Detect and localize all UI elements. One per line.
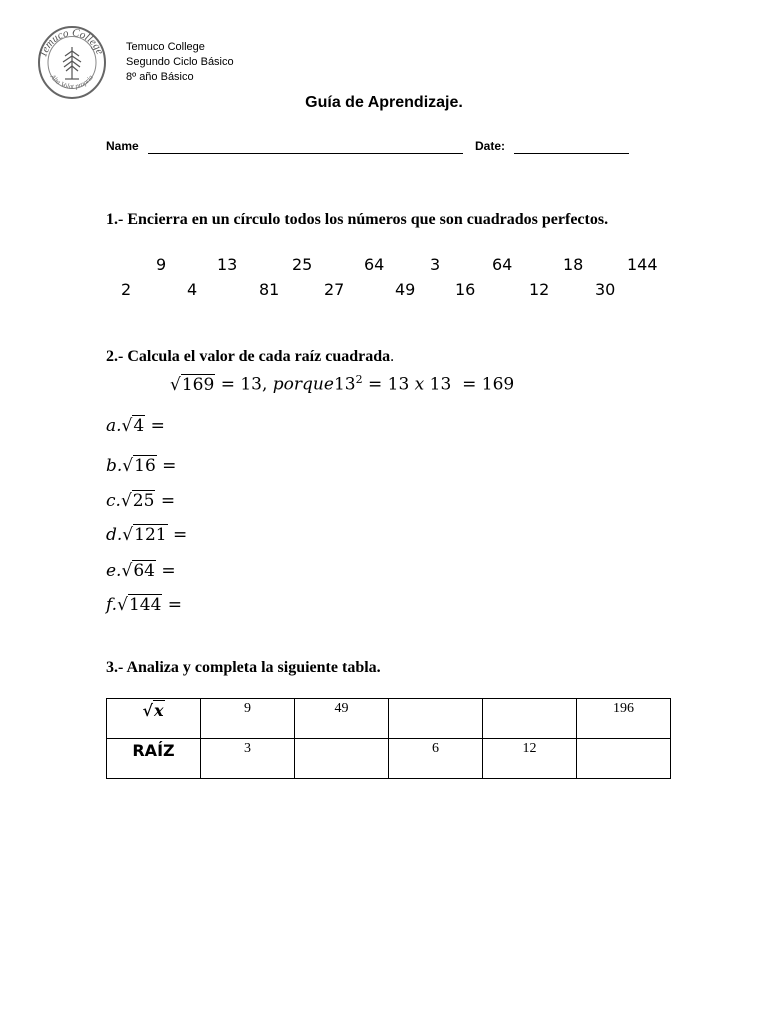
equals-sign: = <box>155 491 176 511</box>
equals-sign: = <box>155 561 176 581</box>
radicand: 16 <box>134 456 156 476</box>
item-b <box>106 456 176 476</box>
table-cell[interactable]: 196 <box>577 699 671 739</box>
example-result: = 13, <box>215 374 273 395</box>
item-letter: a. <box>106 416 122 436</box>
item-letter: e. <box>106 561 122 581</box>
equals-sign: = <box>167 525 188 545</box>
date-label: Date: <box>475 139 506 153</box>
sqrt-symbol: √64 <box>121 561 155 581</box>
table-row <box>107 699 671 739</box>
radicand: 121 <box>134 525 167 545</box>
sqrt-symbol: √121 <box>122 525 167 545</box>
example-exponent: 2 <box>355 373 363 386</box>
table-cell[interactable]: 3 <box>201 739 295 779</box>
radicand: 4 <box>133 416 145 436</box>
square-root-table <box>106 698 671 779</box>
sqrt-symbol: √16 <box>122 456 156 476</box>
seal-top-text: Temuco College <box>37 26 106 59</box>
table-cell[interactable] <box>295 739 389 779</box>
name-label: Name <box>106 139 139 153</box>
q2-heading <box>106 348 394 366</box>
table-cell[interactable] <box>483 699 577 739</box>
q2-heading-period: . <box>390 348 395 365</box>
table-cell[interactable]: 6 <box>389 739 483 779</box>
sqrt-symbol: √169 <box>170 374 215 395</box>
school-name: Temuco College <box>126 41 205 53</box>
item-letter: c. <box>106 491 121 511</box>
item-letter: f. <box>106 595 118 615</box>
example-equation <box>170 373 514 395</box>
school-grade: 8º año Básico <box>126 71 194 83</box>
number-option[interactable]: 25 <box>292 255 313 274</box>
example-word: porque <box>272 374 334 395</box>
sqrt-symbol: √4 <box>121 416 145 436</box>
item-d <box>106 525 187 545</box>
number-option[interactable]: 49 <box>395 280 416 299</box>
q3-heading: 3.- Analiza y completa la siguiente tabla. <box>106 659 381 676</box>
number-option[interactable]: 27 <box>324 280 345 299</box>
tree-icon <box>63 47 81 79</box>
number-option[interactable]: 3 <box>430 255 441 274</box>
table-cell[interactable]: 9 <box>201 699 295 739</box>
number-option[interactable]: 13 <box>217 255 238 274</box>
table-header-raiz: RAÍZ <box>107 739 201 779</box>
number-option[interactable]: 64 <box>492 255 513 274</box>
number-option[interactable]: 16 <box>455 280 476 299</box>
number-option[interactable]: 30 <box>595 280 616 299</box>
q1-heading: 1.- Encierra en un círculo todos los números que son cuadrados perfectos. <box>106 211 609 228</box>
number-option[interactable]: 144 <box>627 255 658 274</box>
sqrt-symbol: √144 <box>117 595 162 615</box>
number-option[interactable]: 81 <box>259 280 280 299</box>
radicand: 64 <box>133 561 155 581</box>
sqrt-symbol: √25 <box>120 491 155 511</box>
equals-sign: = <box>145 416 165 436</box>
number-option[interactable]: 2 <box>121 280 132 299</box>
page-title: Guía de Aprendizaje. <box>305 94 463 111</box>
item-f <box>106 595 182 615</box>
name-field[interactable] <box>148 139 463 154</box>
seal-bottom-text: Alta Volat propria <box>48 72 95 91</box>
table-header-sqrt-x: √x <box>107 699 201 739</box>
example-rest2: 13 = 169 <box>424 374 515 395</box>
table-cell[interactable] <box>389 699 483 739</box>
school-seal-logo <box>37 25 107 100</box>
table-row <box>107 739 671 779</box>
table-cell[interactable]: 49 <box>295 699 389 739</box>
item-letter: b. <box>106 456 123 476</box>
number-option[interactable]: 18 <box>563 255 584 274</box>
school-cycle: Segundo Ciclo Básico <box>126 56 234 68</box>
number-option[interactable]: 12 <box>529 280 550 299</box>
radicand: 169 <box>181 374 215 395</box>
table-cell[interactable] <box>577 739 671 779</box>
item-c <box>106 491 175 511</box>
item-a <box>106 416 165 436</box>
table-cell[interactable]: 12 <box>483 739 577 779</box>
date-field[interactable] <box>514 139 629 154</box>
radicand: 144 <box>128 595 162 615</box>
example-rest: = 13 <box>362 374 415 395</box>
example-times: x <box>414 374 425 395</box>
radicand: 25 <box>132 491 155 511</box>
number-option[interactable]: 4 <box>187 280 198 299</box>
q2-heading-text: 2.- Calcula el valor de cada raíz cuadrada <box>106 348 391 365</box>
equals-sign: = <box>162 595 183 615</box>
equals-sign: = <box>156 456 177 476</box>
table-header-radicand: x <box>153 701 164 720</box>
number-option[interactable]: 64 <box>364 255 385 274</box>
number-option[interactable]: 9 <box>156 255 167 274</box>
item-letter: d. <box>106 525 123 545</box>
example-base: 13 <box>333 374 356 395</box>
item-e <box>106 561 176 581</box>
